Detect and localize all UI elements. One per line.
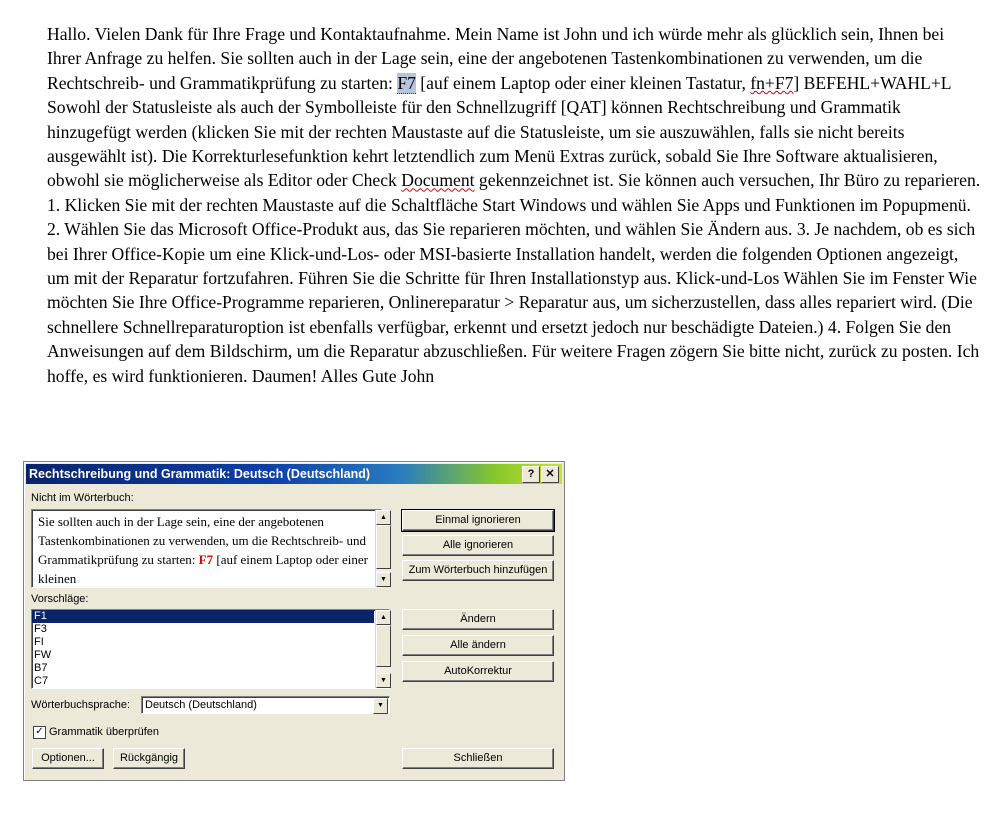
scroll-down-arrow-icon[interactable]: ▼ [376, 572, 391, 587]
close-x-button[interactable]: ✕ [541, 466, 559, 483]
sentence-before: Sie sollten auch in der Lage sein, eine der angebotenen Tastenkombinationen zu verwenden, um die Rechtschreib- und Grammatikprüfung zu starten: [38, 514, 366, 567]
ignore-all-button[interactable]: Alle ignorieren [402, 535, 554, 556]
close-button[interactable]: Schließen [402, 748, 554, 769]
scroll-up-arrow-icon[interactable]: ▲ [376, 610, 391, 625]
dictionary-language-label: Wörterbuchsprache: [31, 699, 131, 711]
highlighted-error-word[interactable]: F7 [397, 72, 416, 93]
autocorrect-button[interactable]: AutoKorrektur [402, 661, 554, 682]
suggestion-item[interactable]: F3 [34, 623, 47, 635]
grammar-check-checkbox[interactable]: ✓ [33, 726, 46, 739]
suggestions-list[interactable] [31, 609, 390, 689]
suggestions-scrollbar[interactable] [375, 610, 391, 688]
help-button[interactable]: ? [522, 466, 540, 483]
sentence-after: [auf einem Laptop oder einer kleinen [38, 552, 368, 586]
suggestion-item[interactable]: F1 [32, 610, 374, 623]
doc-text-after: gekennzeichnet ist. Sie können auch versuchen, Ihr Büro zu reparieren. 1. Klicken Sie mit der rechten Maustaste auf die Schaltfläche Start Windows und wählen Sie Apps und Funktionen im Popupmenü. 2. Wählen Sie das Microsoft Office-Produkt aus, das Sie reparieren möchten, und wählen Sie Ändern aus. 3. Je nachdem, ob es sich bei Ihrer Office-Kopie um eine Klick-und-Los- oder MSI-basierte Installation handelt, werden die folgenden Optionen angezeigt, um mit der Reparatur fortzufahren. Führen Sie die Schritte für Ihren Installationstyp aus. Klick-und-Los Wählen Sie im Fenster Wie möchten Sie Ihre Office-Programme reparieren, Onlinereparatur > Reparatur aus, um sicherzustellen, dass alles repariert wird. (Die schnellere Schnellreparaturoption ist ebenfalls verfügbar, erkennt und ersetzt jedoch nur beschädigte Dateien.) 4. Folgen Sie den Anweisungen auf dem Bildschirm, um die Reparatur abzuschließen. Für weitere Fragen zögern Sie bitte nicht, zurück zu posten. Ich hoffe, es wird funktionieren. Daumen! Alles Gute John [47, 170, 981, 386]
sentence-error-word: F7 [198, 552, 214, 567]
spelling-grammar-dialog [23, 461, 565, 781]
dictionary-language-select[interactable] [141, 696, 390, 714]
doc-text-mid2: ] BEFEHL+WAHL+L Sowohl der Statusleiste als auch der Symbolleiste für den Schnellzugriff [QAT] können Rechtschreibung und Grammatik hinzugefügt werden (klicken Sie mit der rechten Maustaste auf die Statusleiste, um sie auszuwählen, falls sie nicht bereits ausgewählt ist). Die Korrekturlesefunktion kehrt letztendlich zum Menü Extras zurück, sobald Sie Ihre Software aktualisieren, obwohl sie möglicherweise als Editor oder Check [47, 72, 951, 191]
scroll-thumb[interactable] [376, 525, 391, 569]
add-to-dictionary-button[interactable]: Zum Wörterbuch hinzufügen [402, 560, 554, 581]
undo-button[interactable]: Rückgängig [113, 748, 185, 769]
flagged-word-fn-f7[interactable]: fn+F7 [750, 72, 794, 93]
dialog-titlebar[interactable] [26, 464, 562, 484]
document-body[interactable] [47, 22, 982, 388]
not-in-dictionary-label: Nicht im Wörterbuch: [31, 492, 134, 504]
scroll-down-arrow-icon[interactable]: ▼ [376, 673, 391, 688]
scroll-thumb[interactable] [376, 625, 391, 667]
scroll-up-arrow-icon[interactable]: ▲ [376, 510, 391, 525]
sentence-context-box[interactable] [31, 509, 382, 588]
doc-text-before: Hallo. Vielen Dank für Ihre Frage und Kontaktaufnahme. Mein Name ist John und ich würde mehr als glücklich sein, Ihnen bei Ihrer Anfrage zu helfen. Sie sollten auch in der Lage sein, eine der angebotenen Tastenkombinationen zu verwenden, um die Rechtschreib- und Grammatikprüfung zu starten: [47, 24, 945, 93]
grammar-check-label[interactable]: Grammatik überprüfen [49, 726, 160, 738]
dialog-title: Rechtschreibung und Grammatik: Deutsch (Deutschland) [29, 467, 371, 481]
suggestion-item[interactable]: FI [34, 636, 44, 648]
options-button[interactable]: Optionen... [32, 748, 104, 769]
dropdown-arrow-icon[interactable]: ▼ [373, 698, 388, 714]
ignore-once-button[interactable]: Einmal ignorieren [402, 510, 554, 531]
suggestion-item[interactable]: FW [34, 649, 52, 661]
change-all-button[interactable]: Alle ändern [402, 635, 554, 656]
change-button[interactable]: Ändern [402, 609, 554, 630]
suggestions-label: Vorschläge: [31, 593, 89, 605]
suggestion-item[interactable]: B7 [34, 662, 48, 674]
doc-text-mid1: [auf einem Laptop oder einer kleinen Tastatur, [415, 72, 751, 93]
sentence-scrollbar[interactable] [375, 510, 391, 587]
flagged-word-document[interactable]: Document [401, 170, 475, 191]
dictionary-language-value: Deutsch (Deutschland) [145, 699, 257, 711]
suggestion-item[interactable]: C7 [34, 675, 49, 687]
